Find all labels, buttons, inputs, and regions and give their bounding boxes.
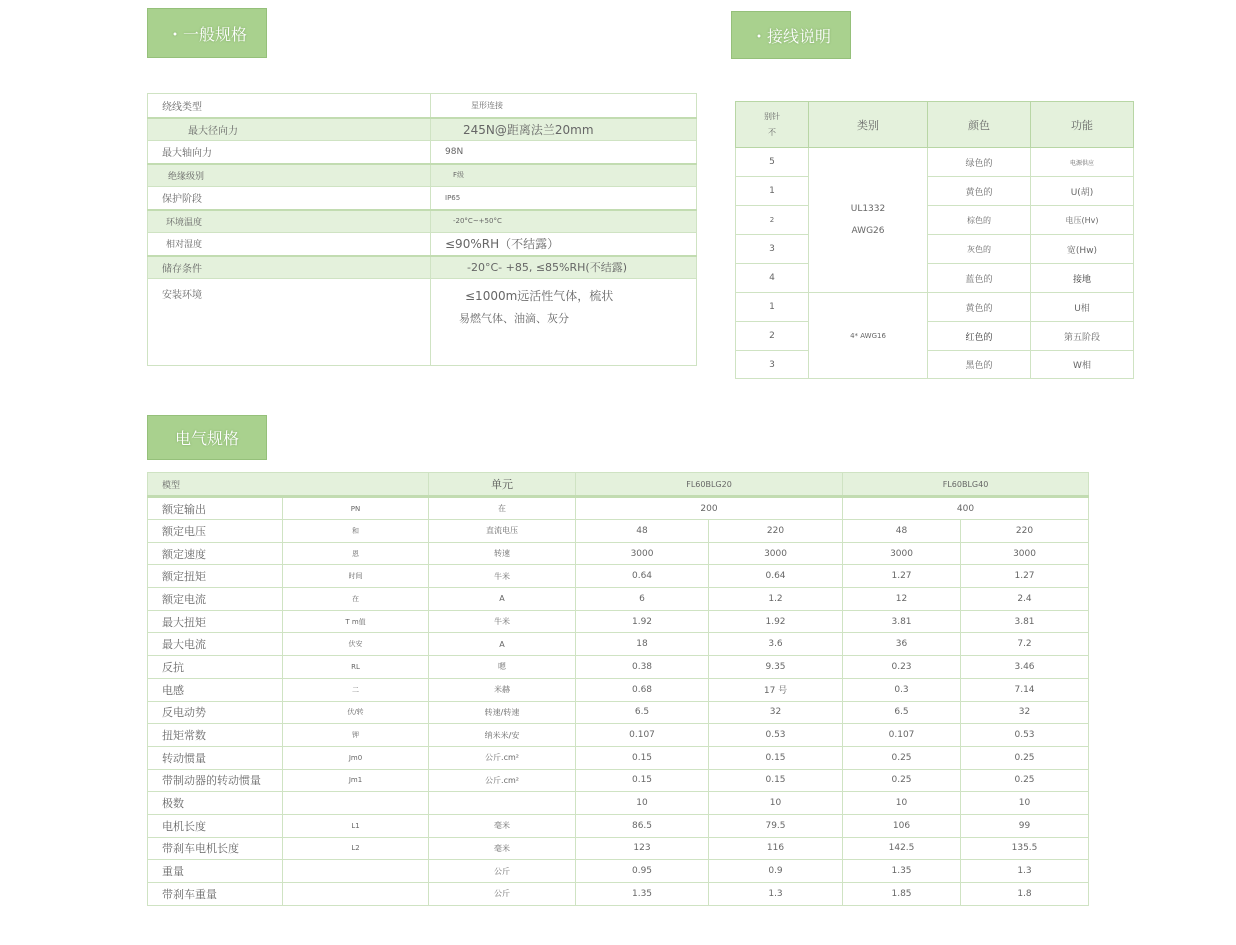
pin-header-line: 别针 [764,111,780,121]
function-cell: W相 [1031,351,1134,379]
spec-value: 18 [576,633,709,656]
spec-value: 10 [961,792,1089,815]
function-cell: U相 [1031,293,1134,322]
pin-cell: 5 [736,148,809,177]
spec-value: 7.2 [961,633,1089,656]
spec-label: 环境温度 [148,210,431,233]
spec-unit: 牛米 [429,565,576,588]
spec-symbol: T m值 [283,610,429,633]
wiring-table [735,101,1134,379]
spec-unit: A [429,588,576,611]
table-row [148,633,1089,656]
table-row [148,279,697,366]
function-cell: 接地 [1031,264,1134,293]
table-row [148,883,1089,906]
spec-value: 1.85 [843,883,961,906]
spec-unit: A [429,633,576,656]
general-spec-title-text: ・一般规格 [166,24,247,44]
table-row [148,233,697,256]
color-cell: 黄色的 [928,293,1031,322]
spec-value [431,279,697,366]
table-row [148,210,697,233]
spec-value: 1.27 [961,565,1089,588]
model-1-header: FL60BLG20 [576,473,843,497]
spec-value: 200 [576,497,843,520]
spec-symbol: 钾 [283,724,429,747]
function-cell: 电压(Hv) [1031,206,1134,235]
spec-value: 9.35 [709,656,843,679]
pin-header-line: 不 [768,127,776,137]
spec-value: 0.25 [843,746,961,769]
spec-value: 3000 [709,542,843,565]
category-cell [809,148,928,293]
table-row [148,860,1089,883]
spec-value: 0.3 [843,678,961,701]
spec-value: 1.8 [961,883,1089,906]
table-row [148,542,1089,565]
spec-label: 额定速度 [148,542,283,565]
spec-value: 0.68 [576,678,709,701]
spec-label: 储存条件 [148,256,431,279]
spec-value: 1.2 [709,588,843,611]
spec-label: 额定扭矩 [148,565,283,588]
table-row [148,256,697,279]
spec-value: 12 [843,588,961,611]
table-row [736,322,1134,351]
spec-symbol: 二 [283,678,429,701]
spec-value: 0.15 [709,769,843,792]
spec-value: 0.23 [843,656,961,679]
table-row [736,177,1134,206]
pin-header [736,102,809,148]
spec-label: 极数 [148,792,283,815]
spec-label: 安装环境 [148,279,431,366]
spec-value: 0.15 [576,746,709,769]
spec-value: ≤90%RH（不结露） [431,233,697,256]
function-cell: U(胡) [1031,177,1134,206]
spec-unit: 公斤 [429,860,576,883]
spec-value: 106 [843,814,961,837]
table-row [148,473,1089,497]
table-row [148,610,1089,633]
category-cell: 4* AWG16 [809,293,928,379]
table-row [148,94,697,118]
spec-label: 重量 [148,860,283,883]
spec-label: 带制动器的转动惯量 [148,769,283,792]
spec-value: 1.35 [843,860,961,883]
table-row [148,837,1089,860]
spec-value: IP65 [431,187,697,210]
spec-symbol: 时间 [283,565,429,588]
spec-unit: 毫米 [429,814,576,837]
spec-value: 0.53 [709,724,843,747]
spec-symbol [283,860,429,883]
table-row [148,565,1089,588]
color-cell: 绿色的 [928,148,1031,177]
pin-cell: 2 [736,322,809,351]
spec-value: 0.38 [576,656,709,679]
spec-value: -20°C- +85, ≤85%RH(不结露) [431,256,697,279]
spec-symbol: RL [283,656,429,679]
color-cell: 蓝色的 [928,264,1031,293]
table-row [736,235,1134,264]
table-row [148,187,697,210]
spec-label: 最大扭矩 [148,610,283,633]
spec-symbol: 在 [283,588,429,611]
spec-value: 17 号 [709,678,843,701]
color-cell: 红色的 [928,322,1031,351]
pin-cell: 2 [736,206,809,235]
table-row [148,118,697,141]
spec-value: 0.25 [843,769,961,792]
table-row [736,293,1134,322]
table-row [148,141,697,164]
spec-label: 额定电流 [148,588,283,611]
wiring-title-text: ・接线说明 [750,26,831,46]
spec-value: 0.107 [576,724,709,747]
spec-value: 3.81 [843,610,961,633]
table-row [148,497,1089,520]
spec-label: 电感 [148,678,283,701]
table-row [148,814,1089,837]
pin-cell: 1 [736,293,809,322]
table-row [148,588,1089,611]
category-line: AWG26 [851,226,885,236]
spec-symbol: 伏/转 [283,701,429,724]
spec-unit: 毫米 [429,837,576,860]
color-cell: 棕色的 [928,206,1031,235]
spec-value: 1.3 [961,860,1089,883]
table-row [148,724,1089,747]
spec-value-line: ≤1000m远活性气体，梳状 [465,289,614,303]
spec-value: 0.15 [709,746,843,769]
spec-value: 0.53 [961,724,1089,747]
spec-value: 0.25 [961,746,1089,769]
spec-symbol: Jm0 [283,746,429,769]
color-cell: 灰色的 [928,235,1031,264]
pin-cell: 1 [736,177,809,206]
spec-value: 98N [431,141,697,164]
spec-value: 220 [961,520,1089,543]
spec-value: 400 [843,497,1089,520]
spec-label: 最大径向力 [148,118,431,141]
table-row [148,746,1089,769]
spec-unit: 在 [429,497,576,520]
spec-value: 142.5 [843,837,961,860]
spec-label: 反电动势 [148,701,283,724]
table-row [736,102,1134,148]
spec-symbol: Jm1 [283,769,429,792]
spec-label: 转动惯量 [148,746,283,769]
spec-label: 最大电流 [148,633,283,656]
spec-value: F级 [431,164,697,187]
spec-unit: 嗯 [429,656,576,679]
spec-value: 0.95 [576,860,709,883]
table-row [148,678,1089,701]
function-cell: 宽(Hw) [1031,235,1134,264]
spec-value: 1.3 [709,883,843,906]
spec-symbol: PN [283,497,429,520]
spec-value: 3000 [961,542,1089,565]
table-row [148,520,1089,543]
spec-label: 最大轴向力 [148,141,431,164]
spec-value: 1.92 [576,610,709,633]
spec-value: 0.64 [576,565,709,588]
spec-value: 6.5 [843,701,961,724]
spec-value: 86.5 [576,814,709,837]
spec-value: 0.64 [709,565,843,588]
category-line: UL1332 [850,204,886,214]
spec-value: 220 [709,520,843,543]
spec-value: 0.107 [843,724,961,747]
general-spec-title [147,8,267,58]
spec-value-line: 易燃气体、油滴、灰分 [459,312,569,325]
spec-value: 1.35 [576,883,709,906]
spec-symbol: L2 [283,837,429,860]
spec-value: 6.5 [576,701,709,724]
spec-unit: 牛米 [429,610,576,633]
spec-value: 135.5 [961,837,1089,860]
unit-header: 单元 [429,473,576,497]
spec-symbol: 和 [283,520,429,543]
function-header: 功能 [1031,102,1134,148]
spec-symbol: L1 [283,814,429,837]
spec-value: 10 [576,792,709,815]
spec-value: 245N@距离法兰20mm [431,118,697,141]
spec-value: 1.92 [709,610,843,633]
spec-label: 额定输出 [148,497,283,520]
spec-value: 79.5 [709,814,843,837]
spec-label: 相对湿度 [148,233,431,256]
table-row [736,351,1134,379]
table-row [148,792,1089,815]
spec-label: 保护阶段 [148,187,431,210]
spec-symbol [283,883,429,906]
electrical-spec-title [147,415,267,460]
spec-unit: 纳米米/安 [429,724,576,747]
spec-value: 10 [709,792,843,815]
spec-value: 32 [961,701,1089,724]
spec-value: 123 [576,837,709,860]
spec-unit: 直流电压 [429,520,576,543]
table-row [148,164,697,187]
spec-symbol: 恩 [283,542,429,565]
spec-value: 1.27 [843,565,961,588]
pin-cell: 3 [736,235,809,264]
category-header: 类别 [809,102,928,148]
spec-label: 扭矩常数 [148,724,283,747]
spec-label: 额定电压 [148,520,283,543]
spec-symbol: 伏安 [283,633,429,656]
spec-value: 3000 [843,542,961,565]
spec-value: -20°C~+50°C [431,210,697,233]
spec-value: 32 [709,701,843,724]
wiring-title [731,11,851,59]
spec-unit: 公斤.cm² [429,769,576,792]
spec-symbol [283,792,429,815]
spec-value: 星形连接 [431,94,697,118]
spec-unit: 转速 [429,542,576,565]
spec-value: 3000 [576,542,709,565]
spec-value: 6 [576,588,709,611]
pin-cell: 3 [736,351,809,379]
spec-value: 0.9 [709,860,843,883]
spec-label: 绕线类型 [148,94,431,118]
table-row [148,769,1089,792]
electrical-spec-table [147,472,1089,906]
spec-unit [429,792,576,815]
spec-value: 0.25 [961,769,1089,792]
spec-value: 48 [576,520,709,543]
spec-label: 带刹车重量 [148,883,283,906]
spec-label: 反抗 [148,656,283,679]
spec-value: 0.15 [576,769,709,792]
electrical-spec-title-text: 电气规格 [174,429,239,448]
table-row [148,701,1089,724]
spec-label: 电机长度 [148,814,283,837]
spec-value: 36 [843,633,961,656]
model-header: 模型 [148,473,429,497]
general-spec-table [147,93,697,366]
spec-value: 3.6 [709,633,843,656]
table-row [736,264,1134,293]
spec-value: 48 [843,520,961,543]
spec-value: 3.81 [961,610,1089,633]
spec-value: 116 [709,837,843,860]
function-cell: 电源供应 [1031,148,1134,177]
function-cell: 第五阶段 [1031,322,1134,351]
model-2-header: FL60BLG40 [843,473,1089,497]
spec-label: 绝缘级别 [148,164,431,187]
spec-label: 带刹车电机长度 [148,837,283,860]
table-row [736,206,1134,235]
color-cell: 黄色的 [928,177,1031,206]
spec-value: 99 [961,814,1089,837]
pin-cell: 4 [736,264,809,293]
spec-unit: 公斤.cm² [429,746,576,769]
spec-unit: 公斤 [429,883,576,906]
spec-unit: 转速/转速 [429,701,576,724]
spec-unit: 米赫 [429,678,576,701]
spec-value: 10 [843,792,961,815]
table-row [148,656,1089,679]
table-row [736,148,1134,177]
spec-value: 2.4 [961,588,1089,611]
color-cell: 黑色的 [928,351,1031,379]
spec-value: 3.46 [961,656,1089,679]
spec-value: 7.14 [961,678,1089,701]
color-header: 颜色 [928,102,1031,148]
